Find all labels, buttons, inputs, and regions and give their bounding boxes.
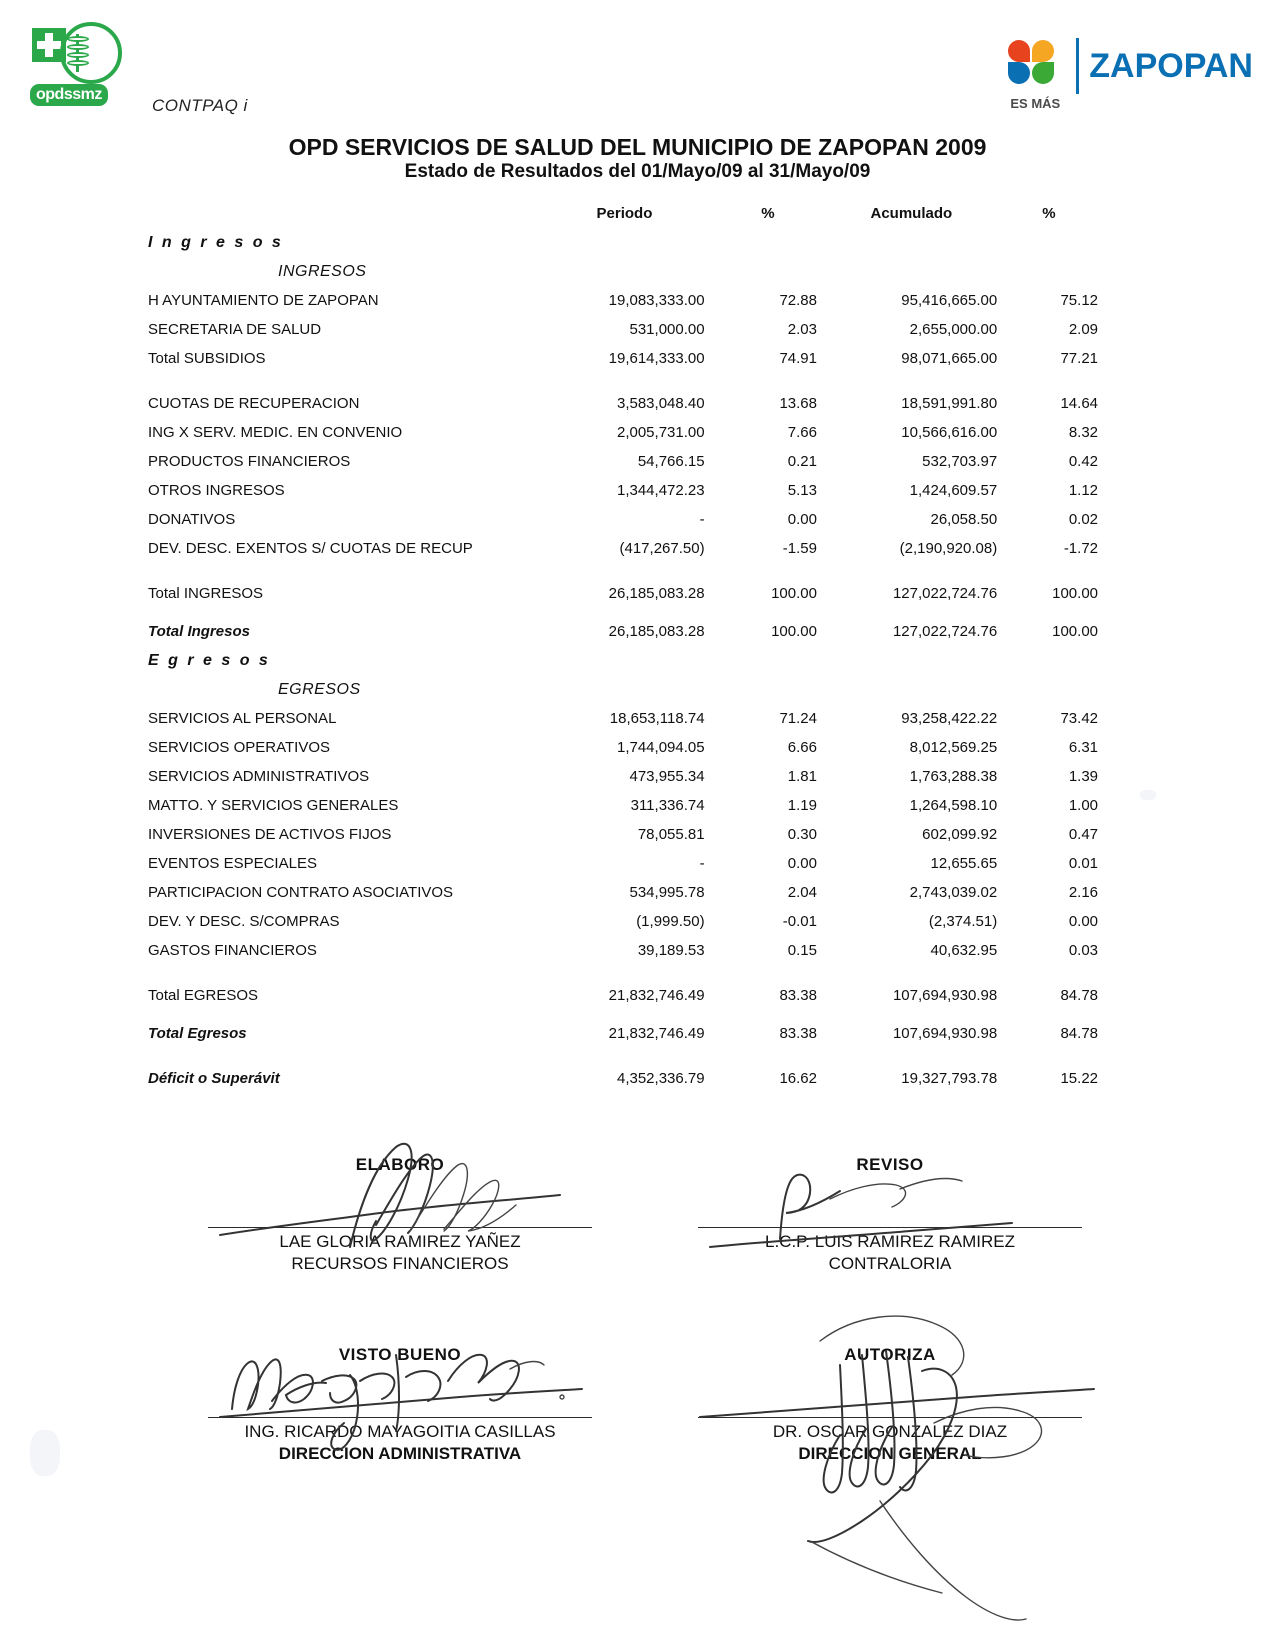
row-label: Déficit o Superávit xyxy=(148,1070,280,1087)
table-row xyxy=(148,826,1098,855)
total-ingresos-row xyxy=(148,585,1098,614)
row-acumulado: 26,058.50 xyxy=(930,511,998,528)
row-pct1: -0.01 xyxy=(782,913,817,930)
table-row xyxy=(148,884,1098,913)
row-label: OTROS INGRESOS xyxy=(148,482,285,499)
row-acumulado: 18,591,991.80 xyxy=(901,395,998,412)
row-pct1: 0.30 xyxy=(787,826,817,843)
row-pct2: 75.12 xyxy=(1060,292,1099,309)
row-spacer xyxy=(148,971,1098,987)
row-pct2: 0.03 xyxy=(1068,942,1099,959)
opd-wordmark: opdssmz xyxy=(30,84,108,106)
row-label: SERVICIOS OPERATIVOS xyxy=(148,739,330,756)
signature-line xyxy=(698,1227,1082,1228)
signature-block-visto-bueno xyxy=(190,1345,610,1464)
row-periodo: 21,832,746.49 xyxy=(608,1025,705,1042)
signature-area xyxy=(0,1155,1275,1615)
row-label: Total INGRESOS xyxy=(148,585,264,602)
row-pct2: 0.01 xyxy=(1068,855,1099,872)
opd-ssmz-logo xyxy=(30,22,140,112)
row-label: MATTO. Y SERVICIOS GENERALES xyxy=(148,797,399,814)
zapopan-mark-icon xyxy=(1004,38,1066,111)
logo-divider xyxy=(1076,38,1079,94)
contpaq-label: CONTPAQ i xyxy=(152,96,248,115)
row-label: Total SUBSIDIOS xyxy=(148,350,266,367)
row-label: PARTICIPACION CONTRATO ASOCIATIVOS xyxy=(148,884,454,901)
row-pct2: 0.02 xyxy=(1068,511,1099,528)
row-pct2: 84.78 xyxy=(1060,987,1099,1004)
signature-dept: DIRECCION GENERAL xyxy=(798,1444,982,1463)
total-ingresos-summary-row xyxy=(148,623,1098,652)
row-acumulado: 10,566,616.00 xyxy=(901,424,998,441)
group-ingresos-label: INGRESOS xyxy=(278,263,367,280)
column-header-periodo: Periodo xyxy=(596,205,653,222)
row-pct2: 73.42 xyxy=(1060,710,1099,727)
signature-name: LAE GLORIA RAMIREZ YAÑEZ xyxy=(279,1232,521,1251)
signature-line xyxy=(208,1227,592,1228)
row-pct1: 100.00 xyxy=(771,585,817,602)
row-acumulado: 98,071,665.00 xyxy=(901,350,998,367)
signature-line xyxy=(208,1417,592,1418)
row-label: PRODUCTOS FINANCIEROS xyxy=(148,453,351,470)
table-row xyxy=(148,913,1098,942)
signature-dept: DIRECCION ADMINISTRATIVA xyxy=(278,1444,522,1463)
row-pct2: -1.72 xyxy=(1063,540,1099,557)
row-acumulado: 2,743,039.02 xyxy=(909,884,998,901)
row-periodo: 18,653,118.74 xyxy=(609,710,705,727)
row-label: Total Egresos xyxy=(148,1025,247,1042)
row-periodo: (1,999.50) xyxy=(636,913,705,930)
row-label: SECRETARIA DE SALUD xyxy=(148,321,322,338)
income-statement-table xyxy=(148,205,1098,1099)
row-pct1: 100.00 xyxy=(771,623,817,640)
page-subtitle: Estado de Resultados del 01/Mayo/09 al 31/Mayo/09 xyxy=(404,161,871,182)
table-row xyxy=(148,395,1098,424)
signature-block-elaboro xyxy=(190,1155,610,1274)
row-acumulado: 602,099.92 xyxy=(922,826,998,843)
row-label: H AYUNTAMIENTO DE ZAPOPAN xyxy=(148,292,379,309)
table-row xyxy=(148,710,1098,739)
table-row xyxy=(148,540,1098,569)
row-pct2: 6.31 xyxy=(1068,739,1099,756)
row-acumulado: (2,190,920.08) xyxy=(899,540,998,557)
row-pct1: 6.66 xyxy=(787,739,817,756)
section-egresos xyxy=(148,652,1098,681)
row-acumulado: 19,327,793.78 xyxy=(901,1070,998,1087)
row-periodo: 54,766.15 xyxy=(637,453,705,470)
row-pct2: 84.78 xyxy=(1060,1025,1099,1042)
signature-block-autoriza xyxy=(680,1345,1100,1464)
page-title: OPD SERVICIOS DE SALUD DEL MUNICIPIO DE ZAPOPAN 2009 xyxy=(288,134,987,160)
row-pct2: 100.00 xyxy=(1052,585,1099,602)
row-label: DONATIVOS xyxy=(148,511,236,528)
row-pct1: 0.00 xyxy=(787,511,817,528)
row-periodo: 19,614,333.00 xyxy=(608,350,705,367)
row-pct2: 2.09 xyxy=(1068,321,1099,338)
row-acumulado: 8,012,569.25 xyxy=(909,739,998,756)
group-egresos-label: EGRESOS xyxy=(278,681,361,698)
row-acumulado: 12,655.65 xyxy=(930,855,998,872)
row-acumulado: 1,424,609.57 xyxy=(909,482,998,499)
serpent-staff-icon xyxy=(76,34,79,72)
row-pct1: 1.19 xyxy=(787,797,817,814)
row-acumulado: 127,022,724.76 xyxy=(892,623,998,640)
row-periodo: 2,005,731.00 xyxy=(616,424,705,441)
row-spacer xyxy=(148,569,1098,585)
table-row xyxy=(148,768,1098,797)
table-row xyxy=(148,511,1098,540)
row-pct2: 1.00 xyxy=(1068,797,1099,814)
row-periodo: 4,352,336.79 xyxy=(616,1070,705,1087)
zapopan-esmas-text: ES MÁS xyxy=(1010,96,1061,111)
row-label: CUOTAS DE RECUPERACION xyxy=(148,395,360,412)
row-pct2: 0.47 xyxy=(1068,826,1099,843)
column-header-pct2: % xyxy=(1042,205,1056,222)
scan-smudge xyxy=(1140,790,1156,800)
row-pct1: 1.81 xyxy=(787,768,817,785)
row-periodo: 26,185,083.28 xyxy=(608,585,705,602)
row-pct1: 2.04 xyxy=(787,884,817,901)
signature-dept: CONTRALORIA xyxy=(828,1254,952,1273)
row-pct1: 71.24 xyxy=(779,710,817,727)
signature-dept: RECURSOS FINANCIEROS xyxy=(291,1254,509,1273)
row-periodo: 1,744,094.05 xyxy=(616,739,705,756)
table-row xyxy=(148,292,1098,321)
row-periodo: 21,832,746.49 xyxy=(608,987,705,1004)
row-spacer xyxy=(148,379,1098,395)
column-header-acumulado: Acumulado xyxy=(870,205,953,222)
signature-role: REVISO xyxy=(856,1155,924,1174)
signature-role: VISTO BUENO xyxy=(338,1345,462,1364)
row-acumulado: 2,655,000.00 xyxy=(909,321,998,338)
row-pct1: 7.66 xyxy=(787,424,817,441)
row-pct2: 1.39 xyxy=(1068,768,1099,785)
row-pct1: 0.15 xyxy=(787,942,817,959)
row-acumulado: 532,703.97 xyxy=(922,453,998,470)
row-pct2: 77.21 xyxy=(1060,350,1099,367)
total-egresos-row xyxy=(148,987,1098,1016)
row-pct1: 0.21 xyxy=(787,453,817,470)
row-periodo: 534,995.78 xyxy=(629,884,705,901)
row-pct2: 1.12 xyxy=(1068,482,1099,499)
row-label: DEV. DESC. EXENTOS S/ CUOTAS DE RECUP xyxy=(148,540,473,557)
zapopan-wordmark: ZAPOPAN xyxy=(1089,46,1253,85)
table-row xyxy=(148,797,1098,826)
row-acumulado: 1,264,598.10 xyxy=(909,797,998,814)
scan-smudge xyxy=(30,1430,60,1476)
signature-name: ING. RICARDO MAYAGOITIA CASILLAS xyxy=(244,1422,556,1441)
section-ingresos-label: I n g r e s o s xyxy=(148,234,284,251)
row-periodo: (417,267.50) xyxy=(619,540,705,557)
row-periodo: 26,185,083.28 xyxy=(608,623,705,640)
row-pct1: 83.38 xyxy=(779,987,817,1004)
row-label: Total EGRESOS xyxy=(148,987,259,1004)
row-label: ING X SERV. MEDIC. EN CONVENIO xyxy=(148,424,403,441)
row-pct1: 13.68 xyxy=(779,395,817,412)
column-header-pct1: % xyxy=(761,205,775,222)
row-periodo: 39,189.53 xyxy=(637,942,705,959)
row-acumulado: 107,694,930.98 xyxy=(892,987,998,1004)
signature-name: L.C.P. LUIS RAMIREZ RAMIREZ xyxy=(764,1232,1015,1251)
row-pct1: 83.38 xyxy=(779,1025,817,1042)
row-pct1: 2.03 xyxy=(787,321,817,338)
signature-role: ELABORO xyxy=(355,1155,445,1174)
row-periodo: 19,083,333.00 xyxy=(608,292,705,309)
signature-block-reviso xyxy=(680,1155,1100,1274)
row-pct1: 0.00 xyxy=(787,855,817,872)
row-label: DEV. Y DESC. S/COMPRAS xyxy=(148,913,340,930)
table-row xyxy=(148,482,1098,511)
row-label: EVENTOS ESPECIALES xyxy=(148,855,317,872)
deficit-superavit-row xyxy=(148,1070,1098,1099)
table-header-row xyxy=(148,205,1098,234)
row-pct2: 8.32 xyxy=(1068,424,1099,441)
row-acumulado: 1,763,288.38 xyxy=(909,768,998,785)
signature-name: DR. OSCAR GONZALEZ DIAZ xyxy=(772,1422,1008,1441)
row-spacer xyxy=(148,614,1098,623)
row-periodo: 311,336.74 xyxy=(630,797,705,814)
signature-line xyxy=(698,1417,1082,1418)
table-row xyxy=(148,855,1098,884)
row-label: SERVICIOS AL PERSONAL xyxy=(148,710,337,727)
row-spacer xyxy=(148,1016,1098,1025)
row-pct2: 100.00 xyxy=(1052,623,1099,640)
row-pct2: 2.16 xyxy=(1068,884,1099,901)
row-label: GASTOS FINANCIEROS xyxy=(148,942,317,959)
row-acumulado: 107,694,930.98 xyxy=(892,1025,998,1042)
row-label: INVERSIONES DE ACTIVOS FIJOS xyxy=(148,826,392,843)
row-periodo: - xyxy=(699,511,705,528)
section-egresos-label: E g r e s o s xyxy=(148,652,271,669)
row-pct1: 72.88 xyxy=(779,292,817,309)
row-periodo: 473,955.34 xyxy=(629,768,705,785)
row-acumulado: (2,374.51) xyxy=(928,913,998,930)
row-label: SERVICIOS ADMINISTRATIVOS xyxy=(148,768,370,785)
row-acumulado: 95,416,665.00 xyxy=(901,292,998,309)
row-pct2: 14.64 xyxy=(1060,395,1099,412)
row-pct1: 5.13 xyxy=(787,482,817,499)
zapopan-logo xyxy=(1004,28,1253,111)
row-periodo: 3,583,048.40 xyxy=(616,395,705,412)
total-subsidios-row xyxy=(148,350,1098,379)
row-label: Total Ingresos xyxy=(148,623,250,640)
row-pct1: 74.91 xyxy=(779,350,817,367)
row-periodo: 1,344,472.23 xyxy=(616,482,705,499)
row-spacer xyxy=(148,1054,1098,1070)
row-pct2: 15.22 xyxy=(1060,1070,1099,1087)
row-pct1: -1.59 xyxy=(782,540,817,557)
total-egresos-summary-row xyxy=(148,1025,1098,1054)
signature-role: AUTORIZA xyxy=(844,1345,936,1364)
row-pct1: 16.62 xyxy=(779,1070,817,1087)
table-row xyxy=(148,739,1098,768)
table-row xyxy=(148,453,1098,482)
table-row xyxy=(148,942,1098,971)
table-row xyxy=(148,424,1098,453)
row-periodo: 78,055.81 xyxy=(637,826,705,843)
row-acumulado: 127,022,724.76 xyxy=(892,585,998,602)
row-acumulado: 93,258,422.22 xyxy=(901,710,998,727)
row-periodo: - xyxy=(699,855,705,872)
section-ingresos xyxy=(148,234,1098,263)
table-row xyxy=(148,321,1098,350)
row-pct2: 0.00 xyxy=(1068,913,1099,930)
group-ingresos xyxy=(148,263,1098,292)
row-pct2: 0.42 xyxy=(1068,453,1099,470)
group-egresos xyxy=(148,681,1098,710)
row-acumulado: 40,632.95 xyxy=(930,942,998,959)
row-periodo: 531,000.00 xyxy=(629,321,705,338)
